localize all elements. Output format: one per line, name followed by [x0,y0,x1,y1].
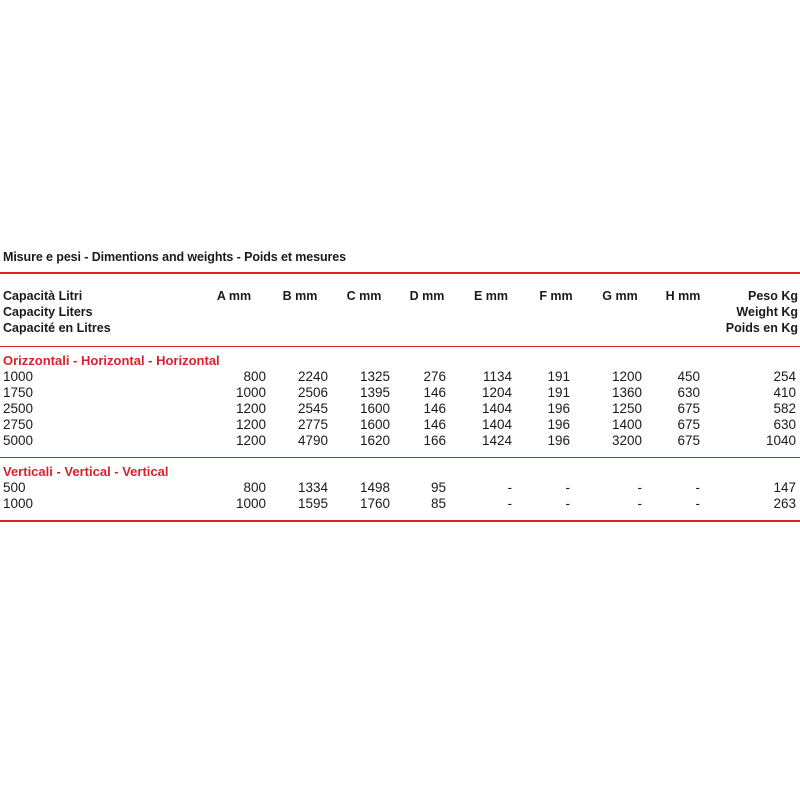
cell-value: 1134 [482,369,512,384]
header-col-e: E mm [473,289,509,303]
table-row [0,385,800,401]
cell-value: 2240 [297,369,328,384]
section-gap [0,512,800,520]
header-col-d: D mm [409,289,445,303]
cell-value: 2775 [297,417,328,432]
header-col-h: H mm [665,289,701,303]
cell-value: 1404 [481,417,512,432]
cell-value: 196 [547,401,570,416]
header-col-g: G mm [602,289,638,303]
cell-value: 1424 [481,433,512,448]
cell-value: 1200 [611,369,642,384]
cell-value: 1395 [359,385,390,400]
section-table [0,369,800,449]
cell-value: - [695,480,700,495]
cell-value: 146 [423,401,446,416]
cell-value: 95 [430,480,446,495]
cell-value: 675 [677,417,700,432]
cell-value: 4790 [297,433,328,448]
dimensions-table [0,274,800,346]
cell-value: - [565,480,570,495]
cell-weight: 263 [773,496,796,511]
cell-weight: 630 [773,417,796,432]
cell-value: 3200 [611,433,642,448]
cell-value: 1200 [235,401,266,416]
section-title: Verticali - Vertical - Vertical [3,464,169,479]
cell-value: 85 [430,496,446,511]
cell-value: 1200 [235,417,266,432]
header-capacity-line: Capacité en Litres [3,321,111,335]
cell-value: 1760 [359,496,390,511]
cell-value: 675 [677,401,700,416]
cell-value: 1200 [235,433,266,448]
cell-value: 800 [243,369,266,384]
header-col-a: A mm [216,289,252,303]
cell-weight: 1040 [765,433,796,448]
table-row [0,369,800,385]
table-row [0,417,800,433]
cell-value: - [637,480,642,495]
cell-capacity: 1750 [3,385,34,400]
cell-value: 196 [547,433,570,448]
table-header [0,274,800,346]
header-weight-line: Weight Kg [736,305,798,319]
cell-weight: 254 [773,369,796,384]
cell-weight: 410 [773,385,796,400]
cell-value: 146 [423,417,446,432]
section-title: Orizzontali - Horizontal - Horizontal [3,353,220,368]
cell-value: 2545 [297,401,328,416]
header-col-c: C mm [346,289,382,303]
cell-value: 1600 [359,417,390,432]
sheet-title: Misure e pesi - Dimentions and weights - Poids et mesures [3,250,346,264]
cell-value: 675 [677,433,700,448]
cell-value: 1334 [297,480,328,495]
cell-value: 800 [243,480,266,495]
cell-value: 2506 [297,385,328,400]
cell-value: 1400 [611,417,642,432]
header-row [0,274,800,346]
cell-value: 1404 [481,401,512,416]
cell-value: 196 [547,417,570,432]
cell-capacity: 5000 [3,433,34,448]
cell-weight: 582 [773,401,796,416]
header-col-b: B mm [282,289,318,303]
cell-value: 1250 [611,401,642,416]
header-col-f: F mm [539,289,573,303]
cell-weight: 147 [773,480,796,495]
cell-capacity: 2500 [3,401,34,416]
header-weight-line: Poids en Kg [725,321,798,335]
section-table [0,480,800,512]
section-gap [0,449,800,457]
cell-value: 450 [677,369,700,384]
cell-value: 191 [547,385,570,400]
cell-value: - [637,496,642,511]
table-row [0,401,800,417]
cell-value: 146 [423,385,446,400]
cell-value: 1620 [359,433,390,448]
table-row [0,480,800,496]
header-capacity [0,274,200,346]
cell-value: 1000 [235,496,266,511]
bottom-rule [0,520,800,522]
cell-value: 1360 [611,385,642,400]
cell-value: 630 [677,385,700,400]
cell-value: - [507,496,512,511]
cell-capacity: 2750 [3,417,34,432]
dimensions-sheet [0,248,800,522]
cell-value: 1600 [359,401,390,416]
cell-capacity: 500 [3,480,26,495]
header-capacity-line: Capacità Litri [3,289,83,303]
cell-value: - [695,496,700,511]
cell-value: 276 [423,369,446,384]
cell-value: - [565,496,570,511]
cell-value: 1325 [359,369,390,384]
table-row [0,433,800,449]
header-capacity-line: Capacity Liters [3,305,93,319]
table-row [0,496,800,512]
table-sections [0,346,800,522]
header-weight-line: Peso Kg [747,289,798,303]
cell-value: - [507,480,512,495]
cell-value: 1498 [359,480,390,495]
header-weight [714,274,800,346]
cell-value: 1204 [481,385,512,400]
cell-capacity: 1000 [3,496,34,511]
cell-value: 1595 [297,496,328,511]
cell-capacity: 1000 [3,369,34,384]
cell-value: 166 [423,433,446,448]
cell-value: 1000 [235,385,266,400]
cell-value: 191 [547,369,570,384]
